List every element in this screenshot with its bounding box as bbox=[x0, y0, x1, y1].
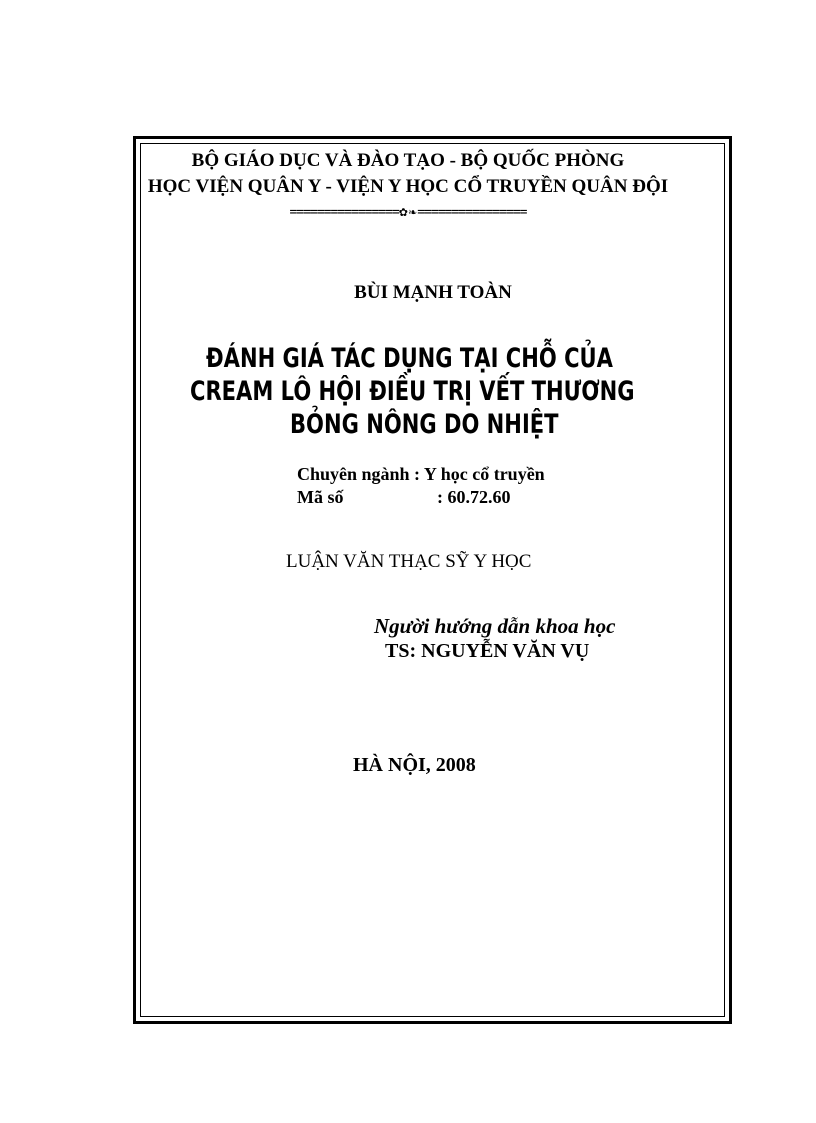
author-name: BÙI MẠNH TOÀN bbox=[354, 282, 512, 303]
ornament-flourish-icon: ✿❧ bbox=[398, 206, 418, 219]
place-year: HÀ NỘI, 2008 bbox=[353, 754, 476, 776]
thesis-title-line-1: ĐÁNH GIÁ TÁC DỤNG TẠI CHỖ CỦA bbox=[206, 343, 613, 374]
advisor-role: Người hướng dẫn khoa học bbox=[374, 614, 616, 638]
ministry-line-1: BỘ GIÁO DỤC VÀ ĐÀO TẠO - BỘ QUỐC PHÒNG bbox=[191, 150, 625, 171]
ornament-rule-left: ================ bbox=[289, 205, 399, 220]
code-value: : 60.72.60 bbox=[437, 487, 511, 507]
advisor-name: TS: NGUYỄN VĂN VỤ bbox=[385, 640, 590, 662]
specialty-label: Chuyên ngành : Y học cổ truyền bbox=[297, 464, 545, 484]
code-label: Mã số bbox=[297, 487, 344, 507]
page-border bbox=[133, 136, 732, 1024]
degree-type: LUẬN VĂN THẠC SỸ Y HỌC bbox=[286, 551, 532, 572]
ministry-line-2: HỌC VIỆN QUÂN Y - VIỆN Y HỌC CỔ TRUYỀN QUÂN ĐỘI bbox=[147, 176, 669, 197]
ornament-divider bbox=[0, 205, 816, 221]
ornament-rule-right: ================ bbox=[417, 205, 527, 220]
thesis-title-line-2: CREAM LÔ HỘI ĐIỀU TRỊ VẾT THƯƠNG bbox=[190, 376, 635, 407]
thesis-title-line-3: BỎNG NÔNG DO NHIỆT bbox=[290, 409, 559, 440]
page-border-inner bbox=[140, 143, 725, 1017]
